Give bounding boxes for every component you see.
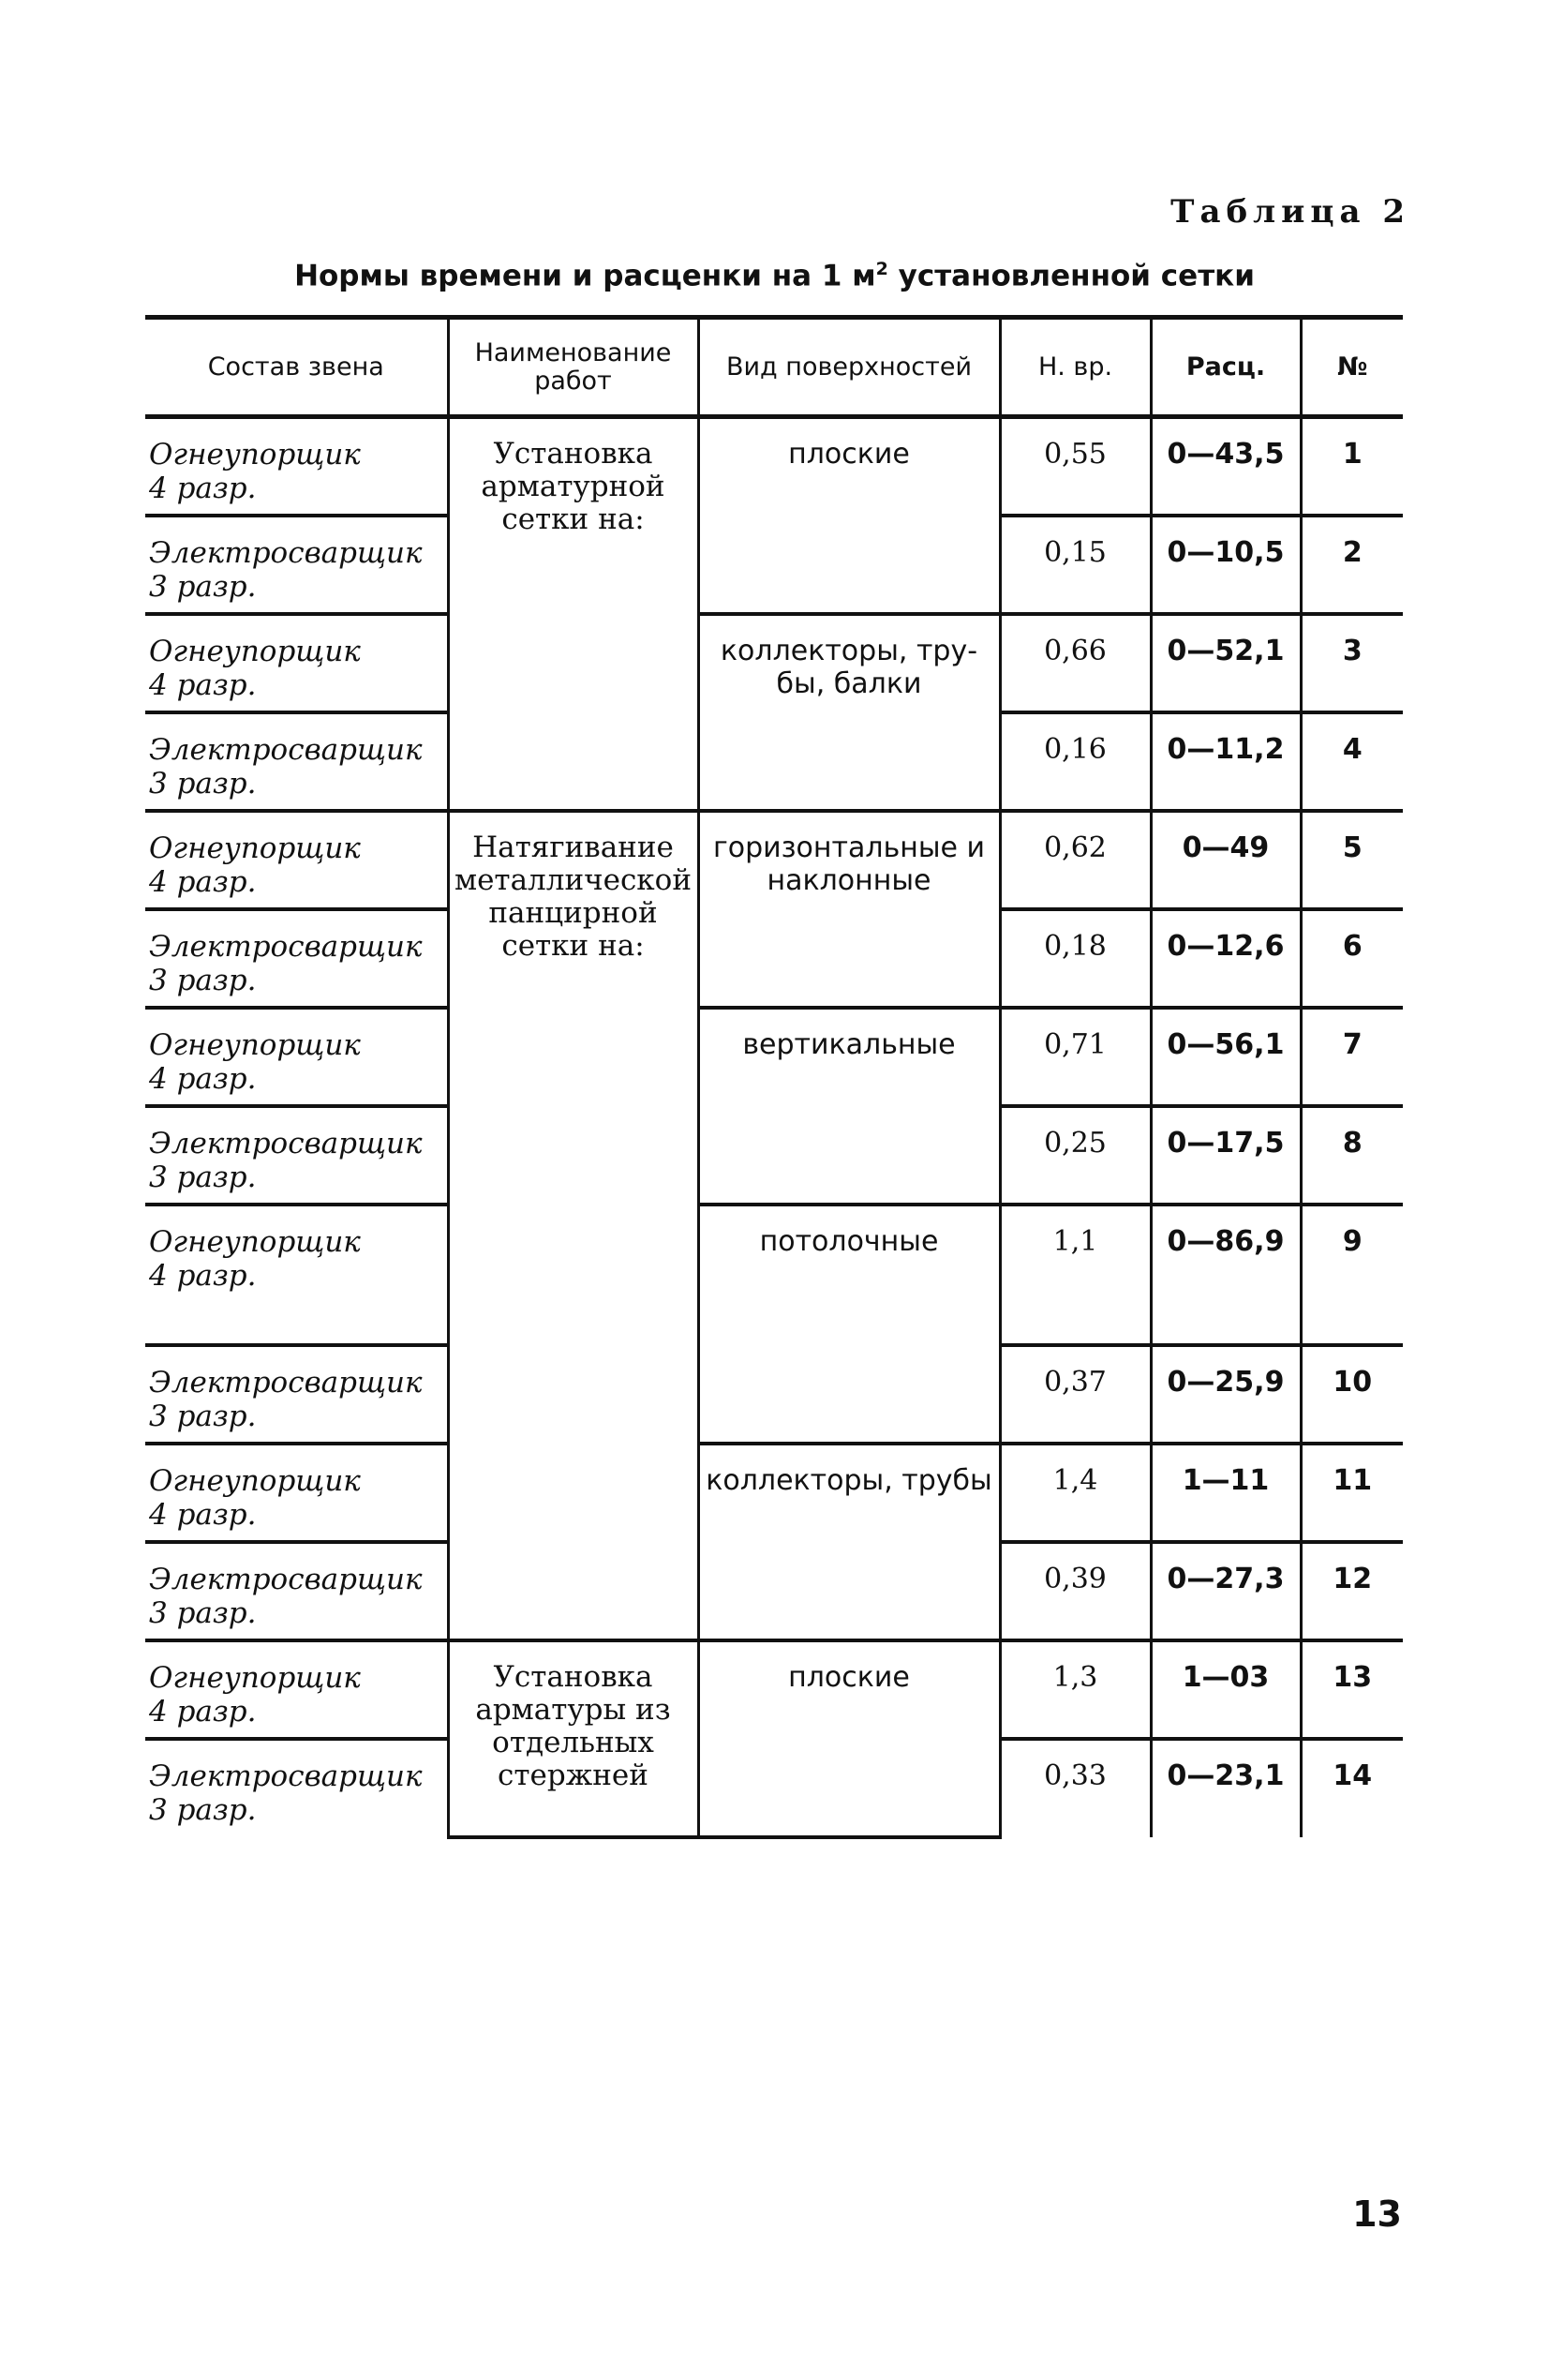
index-cell: 6: [1301, 909, 1403, 1008]
crew-name: Электросварщик: [149, 1562, 423, 1596]
norm-cell: 0,33: [1000, 1739, 1151, 1837]
table-row: [145, 417, 1403, 516]
crew-grade: 4 разр.: [149, 1061, 257, 1096]
header-num: №: [1301, 318, 1403, 417]
header-surface: Вид поверхностей: [698, 318, 1000, 417]
surface-cell: плоские: [698, 417, 1000, 614]
header-row: [145, 318, 1403, 417]
crew-cell: [145, 1739, 448, 1837]
crew-name: Электросварщик: [149, 1365, 423, 1400]
crew-grade: 3 разр.: [149, 569, 257, 604]
crew-name: Огнеупорщик: [149, 634, 361, 668]
norm-cell: 1,1: [1000, 1205, 1151, 1345]
index-cell: 14: [1301, 1739, 1403, 1837]
norms-table: [145, 315, 1403, 1839]
index-cell: 1: [1301, 417, 1403, 516]
crew-grade: 4 разр.: [149, 1694, 257, 1729]
surface-cell: плоские: [698, 1640, 1000, 1837]
title-superscript: 2: [875, 259, 888, 279]
norm-cell: 0,39: [1000, 1542, 1151, 1640]
table-row: [145, 1640, 1403, 1739]
crew-grade: 4 разр.: [149, 1258, 257, 1293]
crew-name: Электросварщик: [149, 929, 423, 964]
norm-cell: 0,18: [1000, 909, 1151, 1008]
crew-grade: 3 разр.: [149, 766, 257, 801]
crew-grade: 3 разр.: [149, 1792, 257, 1827]
crew-cell: [145, 614, 448, 712]
crew-cell: [145, 516, 448, 614]
rate-cell: 1—11: [1151, 1444, 1301, 1542]
crew-cell: [145, 811, 448, 909]
title-text: Нормы времени и расценки на 1 м: [294, 259, 876, 293]
crew-grade: 4 разр.: [149, 864, 257, 899]
rate-cell: 1—03: [1151, 1640, 1301, 1739]
norm-cell: 0,66: [1000, 614, 1151, 712]
rate-cell: 0—86,9: [1151, 1205, 1301, 1345]
crew-name: Электросварщик: [149, 732, 423, 767]
header-rate: Расц.: [1151, 318, 1301, 417]
rate-cell: 0—12,6: [1151, 909, 1301, 1008]
rate-cell: 0—27,3: [1151, 1542, 1301, 1640]
table-row: [145, 1008, 1403, 1106]
crew-cell: [145, 1640, 448, 1739]
crew-cell: [145, 1444, 448, 1542]
rate-cell: 0—10,5: [1151, 516, 1301, 614]
rate-cell: 0—56,1: [1151, 1008, 1301, 1106]
surface-cell: горизонтальные и наклонные: [698, 811, 1000, 1008]
crew-cell: [145, 1106, 448, 1205]
rate-cell: 0—11,2: [1151, 712, 1301, 811]
surface-cell: коллекторы, трубы: [698, 1444, 1000, 1640]
norm-cell: 0,71: [1000, 1008, 1151, 1106]
crew-cell: [145, 1205, 448, 1345]
crew-name: Огнеупорщик: [149, 1224, 361, 1259]
crew-name: Огнеупорщик: [149, 438, 361, 472]
norm-cell: 0,15: [1000, 516, 1151, 614]
crew-cell: [145, 1542, 448, 1640]
table-row: [145, 1205, 1403, 1345]
crew-cell: [145, 1008, 448, 1106]
crew-grade: 4 разр.: [149, 472, 257, 505]
rate-cell: 0—43,5: [1151, 417, 1301, 516]
table-row: [145, 1444, 1403, 1542]
header-norm: Н. вр.: [1000, 318, 1151, 417]
header-work: Наименование работ: [448, 318, 698, 417]
index-cell: 13: [1301, 1640, 1403, 1739]
rate-cell: 0—52,1: [1151, 614, 1301, 712]
crew-grade: 3 разр.: [149, 1399, 257, 1433]
title-suffix: установленной сетки: [887, 259, 1255, 293]
table-row: [145, 614, 1403, 712]
index-cell: 10: [1301, 1345, 1403, 1444]
index-cell: 2: [1301, 516, 1403, 614]
index-cell: 3: [1301, 614, 1403, 712]
index-cell: 9: [1301, 1205, 1403, 1345]
page-number: 13: [1352, 2193, 1402, 2235]
crew-name: Огнеупорщик: [149, 831, 361, 865]
work-cell: Установка арматуры из отдельных стержней: [448, 1640, 698, 1837]
surface-cell: коллекторы, тру-бы, балки: [698, 614, 1000, 811]
norm-cell: 0,37: [1000, 1345, 1151, 1444]
table-row: [145, 811, 1403, 909]
index-cell: 11: [1301, 1444, 1403, 1542]
rate-cell: 0—17,5: [1151, 1106, 1301, 1205]
crew-grade: 4 разр.: [149, 667, 257, 702]
crew-grade: 4 разр.: [149, 1497, 257, 1532]
index-cell: 7: [1301, 1008, 1403, 1106]
surface-cell: потолочные: [698, 1205, 1000, 1444]
crew-cell: [145, 1345, 448, 1444]
work-cell: Натягивание металлической панцирной сетки на:: [448, 811, 698, 1640]
crew-name: Огнеупорщик: [149, 1660, 361, 1695]
work-cell: Установка арматурной сетки на:: [448, 417, 698, 811]
index-cell: 5: [1301, 811, 1403, 909]
rate-cell: 0—23,1: [1151, 1739, 1301, 1837]
crew-name: Электросварщик: [149, 535, 423, 570]
index-cell: 12: [1301, 1542, 1403, 1640]
surface-cell: вертикальные: [698, 1008, 1000, 1205]
crew-name: Электросварщик: [149, 1759, 423, 1793]
norm-cell: 0,62: [1000, 811, 1151, 909]
crew-grade: 3 разр.: [149, 1595, 257, 1630]
crew-grade: 3 разр.: [149, 963, 257, 997]
crew-grade: 3 разр.: [149, 1160, 257, 1194]
index-cell: 4: [1301, 712, 1403, 811]
table-label: Таблица 2: [1170, 193, 1410, 231]
norm-cell: 0,55: [1000, 417, 1151, 516]
norm-cell: 0,16: [1000, 712, 1151, 811]
norm-cell: 1,3: [1000, 1640, 1151, 1739]
crew-name: Электросварщик: [149, 1126, 423, 1160]
rate-cell: 0—25,9: [1151, 1345, 1301, 1444]
index-cell: 8: [1301, 1106, 1403, 1205]
crew-cell: [145, 417, 448, 516]
rate-cell: 0—49: [1151, 811, 1301, 909]
header-crew: Состав звена: [145, 318, 448, 417]
crew-name: Огнеупорщик: [149, 1463, 361, 1498]
table-title: [0, 259, 1549, 292]
crew-name: Огнеупорщик: [149, 1027, 361, 1062]
norm-cell: 1,4: [1000, 1444, 1151, 1542]
norm-cell: 0,25: [1000, 1106, 1151, 1205]
crew-cell: [145, 909, 448, 1008]
crew-cell: [145, 712, 448, 811]
